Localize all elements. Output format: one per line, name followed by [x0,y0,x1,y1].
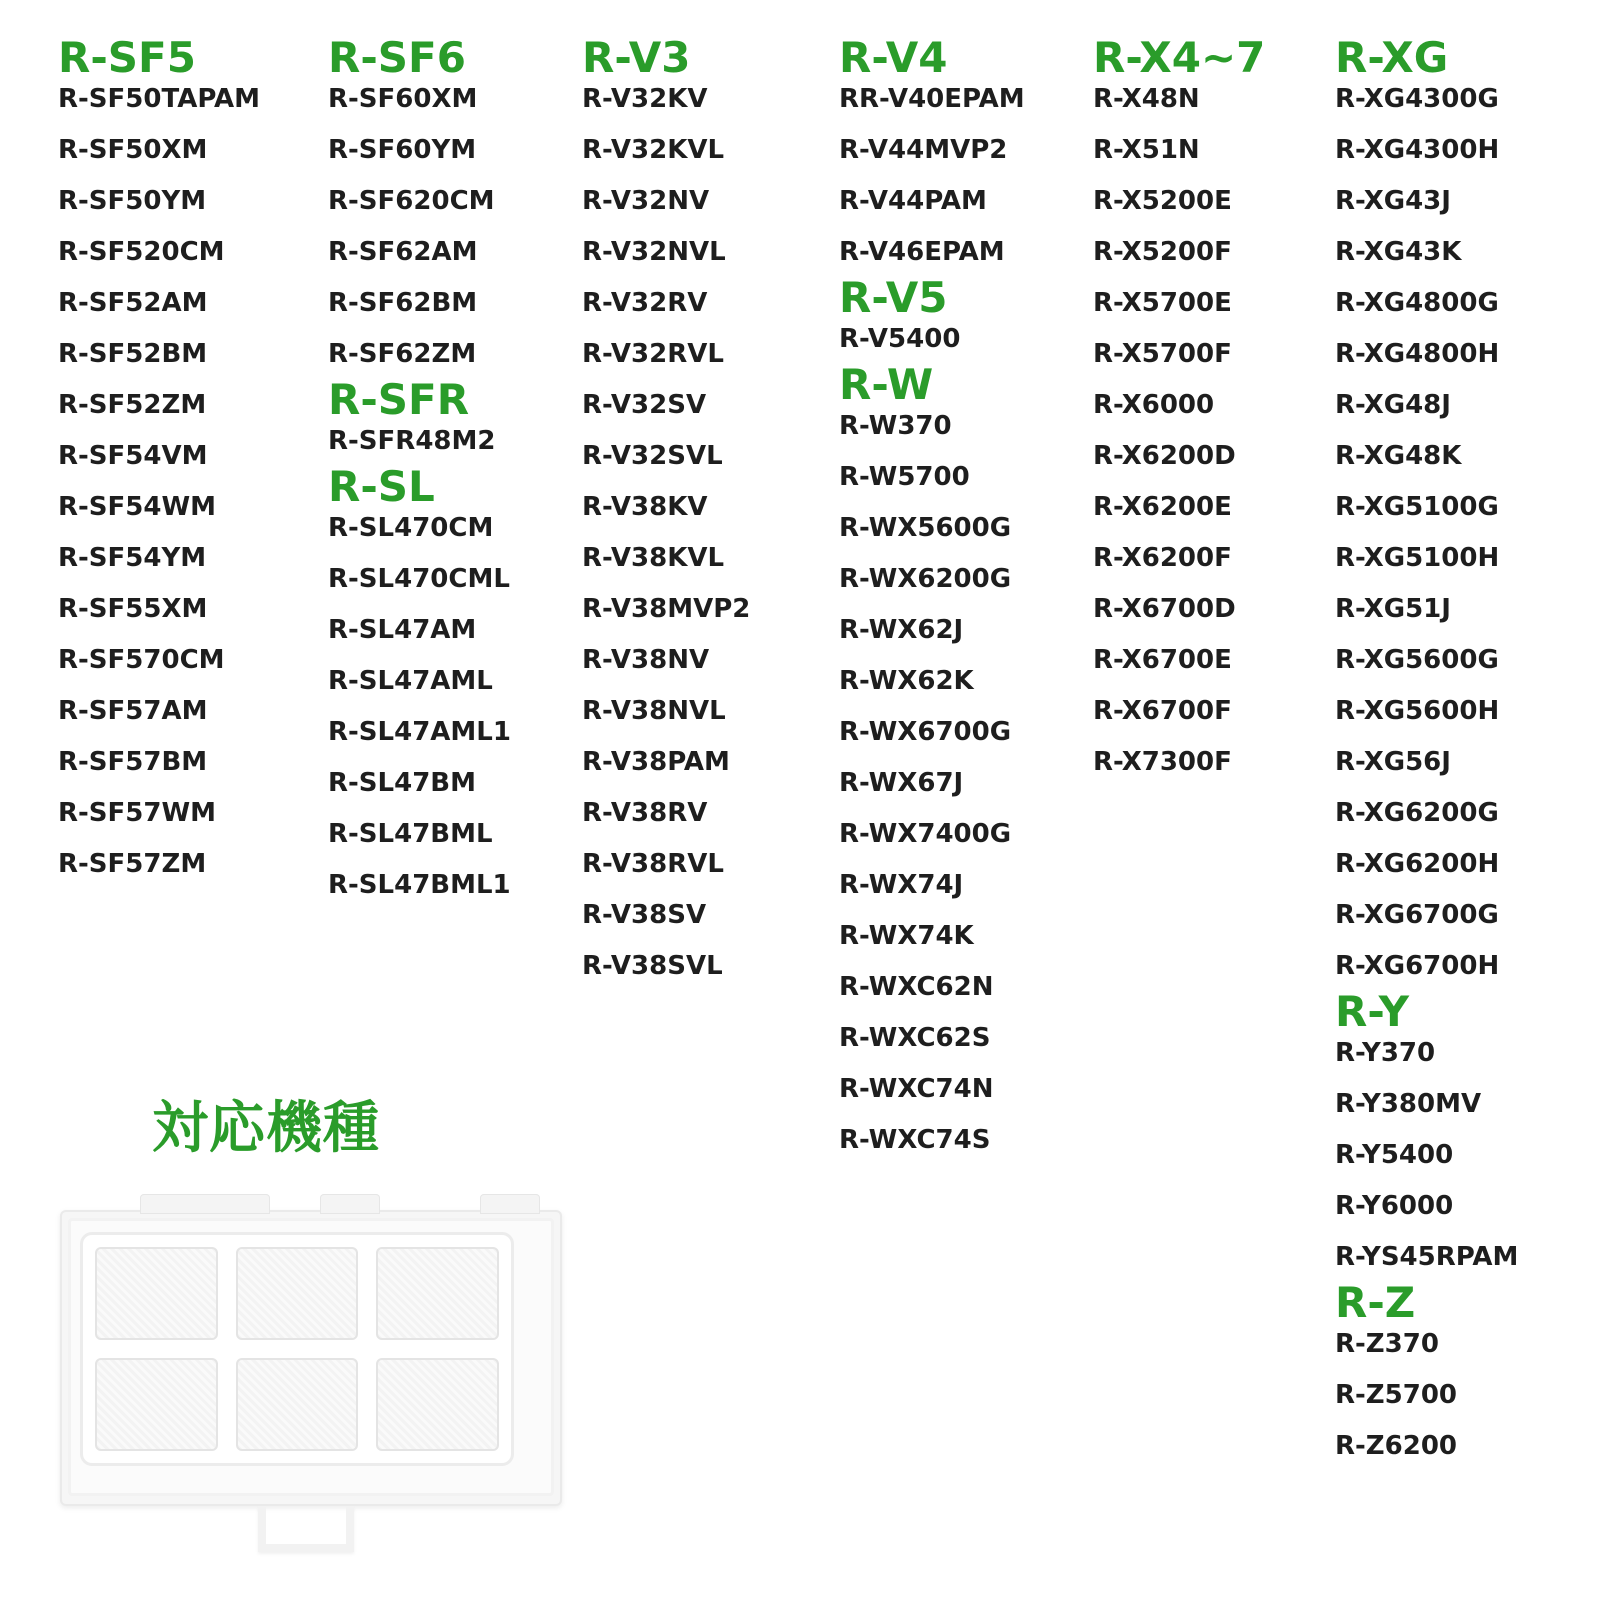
model-number: R-SF50XM [58,135,208,165]
series-heading: R-Z [1335,1278,1416,1327]
compatible-models-title: 対応機種 [152,1096,380,1161]
model-column-6 [1335,33,1519,1472]
series-group [839,273,1025,365]
model-number: R-V32NVL [582,237,726,267]
model-number: R-X6700F [1093,696,1232,726]
model-number: R-SF50TAPAM [58,84,260,114]
model-number: R-SL470CML [328,564,510,594]
model-number: R-Z5700 [1335,1380,1458,1410]
series-heading: R-SFR [328,375,470,424]
model-number: R-XG51J [1335,594,1451,624]
model-number: R-Y5400 [1335,1140,1454,1170]
model-number: R-SF570CM [58,645,225,675]
model-number: R-V38KV [582,492,708,522]
series-heading: R-Y [1335,987,1410,1036]
model-number: R-SF52AM [58,288,208,318]
series-heading: R-SL [328,462,435,511]
model-number: R-WXC62S [839,1023,991,1053]
model-number: R-WX67J [839,768,964,798]
model-number: R-XG5100G [1335,492,1499,522]
model-number: R-XG6200H [1335,849,1500,879]
model-number: R-V38KVL [582,543,725,573]
series-group [1335,987,1519,1283]
model-number: R-XG56J [1335,747,1451,777]
model-number: R-SL470CM [328,513,494,543]
model-number: R-XG6700G [1335,900,1499,930]
model-number: R-WXC74S [839,1125,991,1155]
model-number: R-WX6700G [839,717,1012,747]
model-number: R-SF50YM [58,186,207,216]
model-column-3 [582,33,751,992]
model-number: R-Z6200 [1335,1431,1458,1461]
series-group [1335,33,1518,992]
model-number: R-SF62ZM [328,339,477,369]
series-heading: R-SF5 [58,33,196,82]
model-number: R-XG5100H [1335,543,1500,573]
model-number: R-V46EPAM [839,237,1005,267]
model-number: R-X6000 [1093,390,1215,420]
model-number: R-X6200D [1093,441,1236,471]
model-number: R-SF54WM [58,492,217,522]
model-number: R-SF57WM [58,798,217,828]
model-number: R-V38RV [582,798,708,828]
model-number: R-SF52BM [58,339,208,369]
model-number: R-SF520CM [58,237,225,267]
filter-top-tab [140,1194,270,1214]
model-number: R-WX5600G [839,513,1012,543]
model-number: R-V32SV [582,390,707,420]
model-number: R-V44PAM [839,186,987,216]
filter-pad [236,1247,359,1340]
model-number: R-X48N [1093,84,1200,114]
model-column-1 [58,33,260,890]
model-number: R-V32RVL [582,339,724,369]
model-number: R-SF62BM [328,288,478,318]
model-number: R-SF57BM [58,747,208,777]
series-heading: R-W [839,360,934,409]
model-number: R-SFR48M2 [328,426,496,456]
model-number: R-SL47AM [328,615,477,645]
model-column-2 [328,33,511,911]
filter-pad [376,1247,499,1340]
model-number: R-SF57ZM [58,849,207,879]
filter-pad [236,1358,359,1451]
model-number: R-X6700D [1093,594,1236,624]
model-number: R-SL47BML1 [328,870,511,900]
series-group [582,33,751,992]
model-number: R-WX74K [839,921,974,951]
series-heading: R-X4~7 [1093,33,1266,82]
model-number: R-SF620CM [328,186,495,216]
filter-pad [376,1358,499,1451]
model-number: R-V5400 [839,324,961,354]
model-number: R-SF54VM [58,441,208,471]
model-number: R-Z370 [1335,1329,1439,1359]
model-number: R-WXC74N [839,1074,994,1104]
series-heading: R-V3 [582,33,691,82]
model-number: R-SF55XM [58,594,208,624]
model-number: R-SF52ZM [58,390,207,420]
model-number: R-V32RV [582,288,708,318]
model-number: R-V32SVL [582,441,723,471]
model-number: R-WX74J [839,870,964,900]
filter-pad [95,1358,218,1451]
model-number: R-Y6000 [1335,1191,1454,1221]
series-group [58,33,260,890]
model-number: R-WX7400G [839,819,1012,849]
model-number: R-W5700 [839,462,970,492]
model-number: R-SF60YM [328,135,477,165]
series-group [839,33,1025,278]
model-number: R-V32KVL [582,135,725,165]
model-number: R-SL47AML1 [328,717,511,747]
series-group [328,375,511,467]
model-number: R-V38SVL [582,951,723,981]
series-heading: R-XG [1335,33,1449,82]
model-number: R-V38NVL [582,696,726,726]
filter-pad [95,1247,218,1340]
model-number: R-V38RVL [582,849,724,879]
model-number: R-V38NV [582,645,710,675]
model-number: R-WX6200G [839,564,1012,594]
model-column-4 [839,33,1025,1166]
model-number: R-YS45RPAM [1335,1242,1519,1272]
model-number: R-X7300F [1093,747,1232,777]
series-group [839,360,1025,1166]
model-number: R-XG43K [1335,237,1462,267]
model-number: R-X5200E [1093,186,1232,216]
model-number: R-SF60XM [328,84,478,114]
series-heading: R-V5 [839,273,948,322]
model-number: R-X6200E [1093,492,1232,522]
model-number: R-XG48J [1335,390,1451,420]
model-number: R-W370 [839,411,952,441]
model-number: R-SF57AM [58,696,208,726]
model-number: R-X6700E [1093,645,1232,675]
model-number: R-Y380MV [1335,1089,1482,1119]
model-number: R-X5700F [1093,339,1232,369]
model-number: R-WX62J [839,615,964,645]
model-number: R-V38PAM [582,747,730,777]
filter-top-tab [480,1194,540,1214]
model-number: R-XG6200G [1335,798,1499,828]
model-column-5 [1093,33,1266,788]
filter-top-tab [320,1194,380,1214]
model-number: R-V32KV [582,84,708,114]
series-group [328,462,511,911]
model-number: RR-V40EPAM [839,84,1025,114]
series-group [1093,33,1266,788]
model-number: R-SF62AM [328,237,478,267]
series-group [1335,1278,1518,1472]
model-number: R-WXC62N [839,972,994,1002]
model-number: R-Y370 [1335,1038,1436,1068]
model-number: R-SL47BM [328,768,476,798]
model-number: R-SL47BML [328,819,493,849]
series-heading: R-V4 [839,33,948,82]
model-number: R-XG4800H [1335,339,1500,369]
model-number: R-XG4300G [1335,84,1499,114]
model-number: R-V38MVP2 [582,594,751,624]
model-number: R-XG5600H [1335,696,1500,726]
model-number: R-V44MVP2 [839,135,1008,165]
model-number: R-V32NV [582,186,710,216]
filter-product-image [60,1210,562,1506]
model-number: R-SF54YM [58,543,207,573]
model-number: R-SL47AML [328,666,493,696]
model-number: R-XG48K [1335,441,1462,471]
series-group [328,33,511,380]
filter-mesh-panel [80,1232,514,1466]
model-number: R-X5200F [1093,237,1232,267]
model-number: R-X5700E [1093,288,1232,318]
model-number: R-WX62K [839,666,974,696]
model-number: R-XG43J [1335,186,1451,216]
model-number: R-X6200F [1093,543,1232,573]
filter-pull-handle [258,1506,354,1552]
model-number: R-V38SV [582,900,707,930]
model-number: R-X51N [1093,135,1200,165]
model-number: R-XG4300H [1335,135,1500,165]
model-number: R-XG6700H [1335,951,1500,981]
series-heading: R-SF6 [328,33,466,82]
model-number: R-XG4800G [1335,288,1499,318]
model-number: R-XG5600G [1335,645,1499,675]
